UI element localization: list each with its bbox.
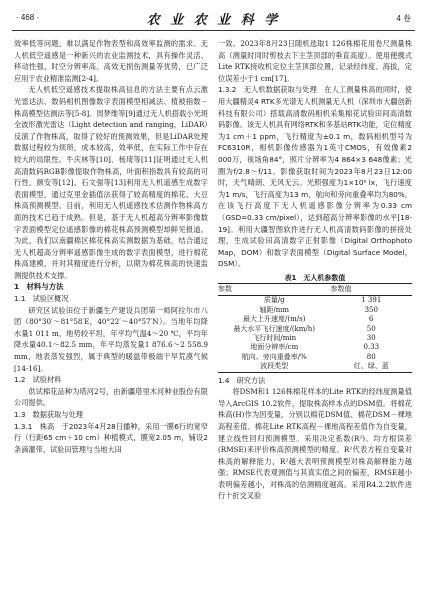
param-name: 最大上升速度/(m/s)	[243, 315, 306, 324]
param-name: 波段类型	[260, 362, 289, 371]
left-column	[14, 38, 208, 455]
table-row	[218, 306, 412, 315]
subsubsection-paragraph: 1.3.2 无人机数据获取与处理 在人工测量株高的同时，使用大疆精灵4 RTK多光谱无人机测量无人机（深圳市大疆创新科技有限公司）搭载高清数码相机采集棉花试验田间高清数码影像。该无人机具有网络RTK和多基站RTK功能，定位精度为1 cm＋1 ppm，飞行精度为±0.1 m，数码相机型号为FC6310R，相机影像传感器为1英寸CMOS，有效像素2 000万，视场角84°，照片分辨率为4 864×3 648像素；光圈为f/2.8～f/11。影像获取时间为2023年8月23日12:00时，天气晴朗、无风无云。光照强度为1×10⁵ lx，飞行速度为1 m/s，飞行高度为13 m，航向和旁向重叠率均为80%，在该飞行高度下无人机遥感影像分辨率为0.33 cm（GSD=0.33 cm/pixel），达到超高分辨率影像的水平[18-19]。利用大疆智图软件进行无人机高清数码影像的拼接处理，生成试验田高清数字正射影像（Digital Orthophoto Map，DOM）和数字表面模型（Digital Surface Model，DSM）。	[218, 85, 412, 269]
paragraph: 无人机低空遥感技术提取株高信息的方法主要有点云激光雷达法、数码相机图像数字表面模型相减法、植被指数－株高模型估测法等[5-8]。周梦维等[9]通过无人机搭载小光斑全波形激光雷达（Light detection and ranging，LiDAR）反演了作物株高，取得了较好的预测效果，但是LiDAR处理数据过程较为烦琐，成本较高，效率低，在实际工作中存在较大的局限性。牛庆林等[10]、杨琦等[11]证明通过无人机高清数码RGB影像提取作物株高，叶面积指数具有较高的可行性。颜安等[12]、石文强等[13]利用无人机遥感生成数字表面模型，通过克里金插值法获得了较高精度的棉花、大豆株高预测模型。目前，利用无人机遥感技术估测作物株高方面的技术已趋于成熟。但是，基于无人机超高分辨率影像数字表面模型定位遥感影像的棉花株高预测模型却鲜见报道。为此，我们以南疆棉区棉花株高实测数据为基础，结合通过无人机超高分辨率遥感影像生成的数字表面模型，进行棉花株高建模，并对其精度进行分析，以期为棉花株高的快速监测提供技术支撑。	[14, 85, 208, 280]
table-row	[218, 353, 412, 362]
table-header-value: 参数值	[331, 283, 412, 295]
param-value: 1 391	[361, 296, 382, 305]
param-value: 80	[366, 352, 376, 361]
param-value: 0.33	[363, 343, 380, 352]
uav-parameter-table	[218, 273, 412, 373]
paragraph: 供试棉花品种为塔河2号，由新疆塔里木河种业股份有限公司提供。	[14, 386, 208, 408]
subsubsection-paragraph: 1.3.1 株高 于2023年4月28日播种，采用一膜6行的宽窄行（行距65 cm＋10 cm）种植模式，膜宽2.05 m，铺设2条滴灌带。试验田管理与当地大田	[14, 421, 208, 454]
table-header-param: 参数	[218, 283, 331, 295]
table-row	[218, 296, 412, 306]
subsection-heading: 1.2 试验材料	[14, 375, 62, 385]
section-heading: 1 材料与方法	[14, 282, 64, 292]
param-name: 轴距/mm	[259, 305, 290, 314]
table-title: 表1 无人机参数值	[284, 273, 346, 282]
param-name: 最大水平飞行速度/(km/h)	[233, 324, 316, 333]
param-name: 飞行时间/min	[252, 333, 297, 342]
right-column	[218, 38, 412, 502]
table-row	[218, 343, 412, 352]
parameter-table	[218, 283, 412, 373]
param-value: 50	[366, 324, 376, 333]
param-name: 质量/g	[263, 296, 285, 305]
issue-label: 4 卷	[396, 14, 411, 23]
param-value: 30	[366, 333, 376, 342]
param-value: 350	[364, 305, 378, 314]
journal-title: 农 业 农 业 科 学	[146, 13, 281, 28]
subsection-heading: 1.1 试验区概况	[14, 294, 69, 304]
param-name: 地面分辨率/cm	[250, 343, 299, 352]
param-name: 航向、旁向重叠率/%	[241, 352, 307, 361]
paragraph: 效率低等问题，难以满足作物表型和高效率监测的需求。无人机低空遥感是一种新兴的农业监测技术，具有操作灵活、移动性强、时空分辨率高、高效无损伤测量等优势，已广泛应用于农业精准监测[2-4]。	[14, 39, 208, 83]
table-row	[218, 334, 412, 343]
subsection-heading: 1.3 数据获取与处理	[14, 410, 83, 419]
page-number: · 468 ·	[16, 13, 40, 22]
paragraph: 将DSM和1 126株棉花样本的Lite RTK的经纬度测量值导入ArcGIS 10.2软件，提取株高样本点的DSM值。将棉花株高(H)作为因变量，分别以棉花DSM值、棉花DSM－裸地高程差值、棉花Lite RTK高程－裸地高程差值作为自变量，建立线性回归预测模型。采用决定系数(R²)、均方根误差(RMSE)来评价株高预测模型的精度。R²代表方程自变量对株高的解释能力，R²越大表明预测模型对株高解释能力越强；RMSE代表观测值与其真实值之间的偏差，RMSE越小表明偏差越小，对株高的估测精度越高。采用R4.2.2软件进行十折交叉验	[218, 387, 412, 501]
subsection-heading: 1.4 研究方法	[218, 375, 266, 385]
param-value: 红、绿、蓝	[353, 362, 389, 371]
table-row	[218, 362, 412, 372]
table-row	[218, 325, 412, 334]
param-value: 6	[369, 315, 374, 324]
paragraph: 研究区试验田位于新疆生产建设兵团第一师阿拉尔市八团（80°30′～81°58′E，40°22′～40°57′N）。当地年均降水量1 011 m，地势较平坦，年平均气温4～20 ℃，平均年降水量40.1～82.5 mm，年平均蒸发量1 876.6～2 558.9 mm，地表蒸发强烈，属于典型的暖温带极端干旱荒漠气候[14-16]。	[14, 305, 208, 373]
page-header	[12, 8, 415, 31]
table-row	[218, 315, 412, 324]
paragraph: 一致。2023年8月23日随机选取1 126株棉花用卷尺测量株高（测量时同时剪枝去下主茎顶部的垂直高度）。使用便携式Lite RTK接收机定位主茎顶部位置，记录经纬度、海拔，定位误差小于1 cm[17]。	[218, 39, 412, 83]
